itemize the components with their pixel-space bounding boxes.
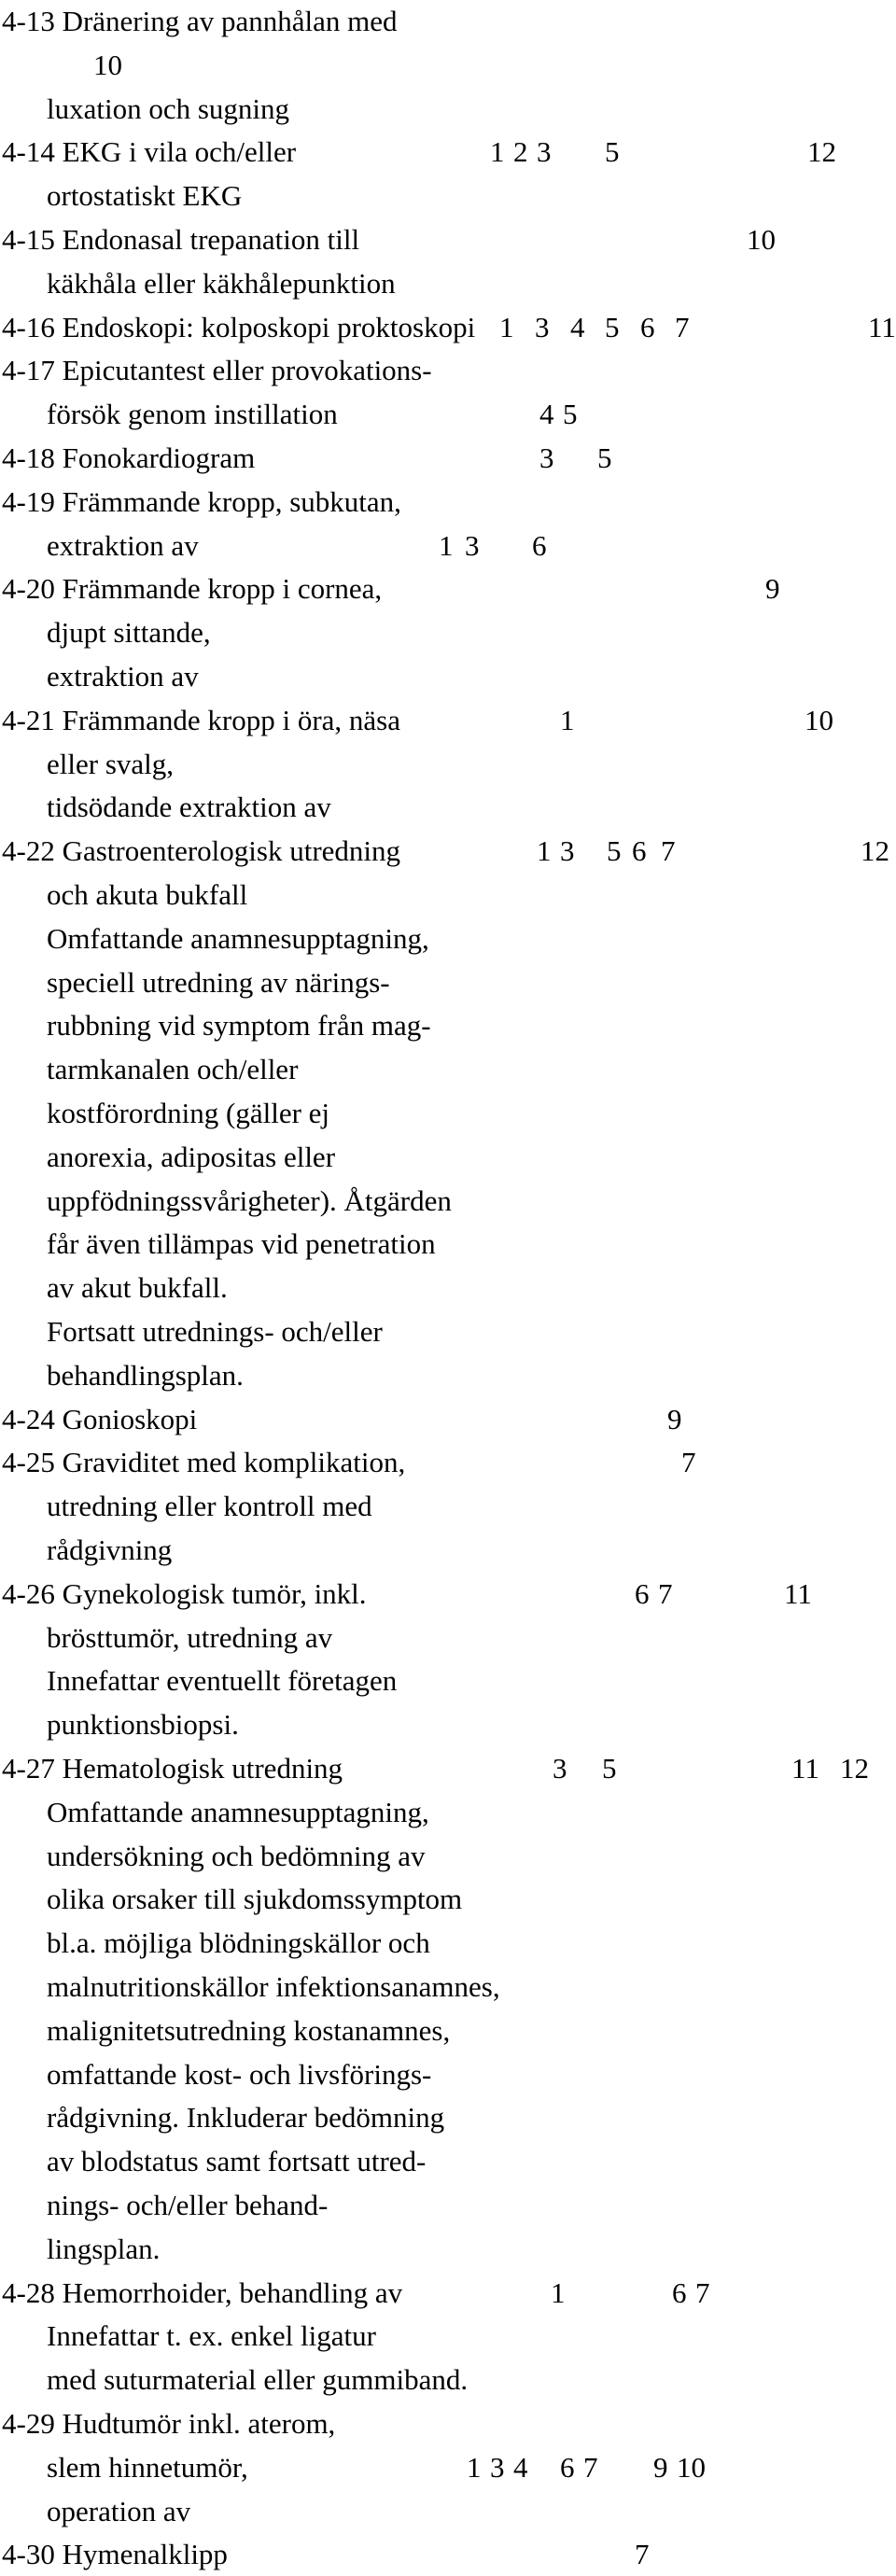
entry-text: Omfattande anamnesupptagning,	[47, 921, 429, 955]
entry-line-4-22	[0, 830, 896, 873]
entry-title: 4-19 Främmande kropp, subkutan,	[2, 484, 401, 518]
entry-title: 4-28 Hemorrhoider, behandling av	[2, 2275, 403, 2309]
code-column-11: 11	[791, 1752, 819, 1785]
entry-title: 4-16 Endoskopi: kolposkopi proktoskopi	[2, 310, 476, 343]
entry-title: 4-30 Hymenalklipp	[2, 2538, 228, 2571]
entry-line-4-30	[0, 2533, 896, 2576]
code-column-7: 7	[681, 1446, 696, 1479]
entry-continuation-line	[0, 2009, 896, 2052]
entry-continuation-line	[0, 525, 896, 567]
code-columns	[0, 437, 896, 480]
code-column-12: 12	[840, 1752, 869, 1785]
entry-line-4-27	[0, 1747, 896, 1790]
entry-title: 4-29 Hudtumör inkl. aterom,	[2, 2407, 336, 2440]
code-column-1: 1	[439, 528, 454, 562]
code-column-11: 11	[868, 310, 896, 343]
entry-continuation-line	[0, 1703, 896, 1746]
code-column-1: 1	[467, 2450, 482, 2484]
entry-continuation-line	[0, 2446, 896, 2489]
entry-continuation-line	[0, 393, 896, 436]
entry-continuation-line	[0, 1136, 896, 1179]
code-column-1: 1	[490, 135, 505, 169]
entry-title: 4-25 Graviditet med komplikation,	[2, 1446, 406, 1479]
entry-continuation-line	[0, 2184, 896, 2227]
code-column-7: 7	[695, 2275, 710, 2309]
code-columns	[0, 2533, 896, 2576]
code-column-2: 2	[513, 135, 528, 169]
entry-title: 4-20 Främmande kropp i cornea,	[2, 572, 383, 606]
code-column-3: 3	[553, 1752, 567, 1785]
code-column-6: 6	[672, 2275, 687, 2309]
code-column-7: 7	[661, 834, 676, 868]
code-column-7: 7	[635, 2538, 650, 2571]
code-column-6: 6	[635, 1576, 650, 1610]
code-column-1: 1	[537, 834, 552, 868]
code-columns	[0, 699, 896, 742]
code-column-1: 1	[551, 2275, 566, 2309]
entry-text: slem hinnetumör,	[47, 2450, 248, 2484]
code-columns	[0, 1573, 896, 1616]
entry-text: rådgivning. Inkluderar bedömning	[47, 2101, 445, 2135]
entry-continuation-line	[0, 1267, 896, 1309]
entry-continuation-line	[0, 917, 896, 960]
code-column-7: 7	[675, 310, 690, 343]
entry-continuation-line	[0, 786, 896, 829]
entry-continuation-line	[0, 1529, 896, 1572]
code-column-7: 7	[583, 2450, 598, 2484]
code-column-5: 5	[563, 398, 578, 431]
entry-text: brösttumör, utredning av	[47, 1620, 333, 1654]
entry-line-4-24	[0, 1398, 896, 1441]
entry-line-4-20	[0, 567, 896, 610]
entry-text: uppfödningssvårigheter). Åtgärden	[47, 1183, 452, 1217]
code-column-1: 1	[560, 703, 575, 736]
code-columns	[0, 1441, 896, 1484]
entry-line-4-14	[0, 131, 896, 174]
entry-continuation-line	[0, 743, 896, 786]
entry-text: av blodstatus samt fortsatt utred-	[47, 2145, 427, 2178]
code-column-7: 7	[658, 1576, 673, 1610]
entry-line-4-18	[0, 437, 896, 480]
entry-continuation-line	[0, 1791, 896, 1834]
entry-continuation-line	[0, 1878, 896, 1921]
entry-text: djupt sittande,	[47, 616, 211, 650]
entry-text: av akut bukfall.	[47, 1271, 228, 1305]
entry-text: käkhåla eller käkhålepunktion	[47, 266, 396, 300]
code-columns	[0, 1398, 896, 1441]
code-column-9: 9	[653, 2450, 668, 2484]
entry-title: 4-15 Endonasal trepanation till	[2, 223, 360, 256]
code-columns	[0, 44, 896, 87]
code-columns	[0, 2272, 896, 2315]
entry-text: utredning eller kontroll med	[47, 1490, 372, 1523]
code-column-11: 11	[784, 1576, 812, 1610]
entry-continuation-line	[0, 1966, 896, 2009]
entry-line-4-25	[0, 1441, 896, 1484]
code-column-6: 6	[640, 310, 655, 343]
code-column-3: 3	[539, 441, 554, 474]
entry-text: extraktion av	[47, 660, 199, 693]
entry-continuation-line	[0, 1180, 896, 1223]
code-columns	[0, 525, 896, 567]
entry-continuation-line	[0, 1223, 896, 1266]
entry-title: 4-21 Främmande kropp i öra, näsa	[2, 703, 400, 736]
entry-title: 4-18 Fonokardiogram	[2, 441, 256, 474]
entry-title: 4-14 EKG i vila och/eller	[2, 135, 297, 169]
entry-line-4-19	[0, 481, 896, 524]
entry-text: punktionsbiopsi.	[47, 1708, 239, 1742]
code-column-6: 6	[532, 528, 547, 562]
entry-title: 4-26 Gynekologisk tumör, inkl.	[2, 1576, 367, 1610]
entry-text: speciell utredning av närings-	[47, 965, 390, 999]
entry-continuation-line	[0, 1092, 896, 1135]
entry-text: operation av	[47, 2494, 191, 2527]
entry-continuation-line	[0, 2490, 896, 2533]
entry-text: eller svalg,	[47, 747, 175, 780]
entry-continuation-line	[0, 2053, 896, 2096]
entry-continuation-line	[0, 874, 896, 917]
code-column-4: 4	[570, 310, 585, 343]
code-columns	[0, 218, 896, 261]
entry-title: 4-17 Epicutantest eller provokations-	[2, 354, 432, 387]
entry-continuation-line	[0, 1048, 896, 1091]
entry-text: försök genom instillation	[47, 398, 338, 431]
entry-text: tidsödande extraktion av	[47, 791, 331, 824]
entry-line-4-29	[0, 2402, 896, 2445]
code-columns	[0, 2446, 896, 2489]
code-column-5: 5	[607, 834, 622, 868]
code-columns	[0, 1747, 896, 1790]
entry-text: Omfattande anamnesupptagning,	[47, 1795, 429, 1828]
entry-title: 4-24 Gonioskopi	[2, 1402, 198, 1435]
entry-text: malnutritionskällor infektionsanamnes,	[47, 1970, 500, 2003]
entry-text: Innefattar eventuellt företagen	[47, 1664, 398, 1698]
entry-continuation-line	[0, 1659, 896, 1702]
entry-continuation-line	[0, 1004, 896, 1047]
code-columns	[0, 306, 896, 349]
entry-text: malignitetsutredning kostanamnes,	[47, 2013, 451, 2047]
code-columns	[0, 567, 896, 610]
code-column-3: 3	[465, 528, 480, 562]
code-column-5: 5	[605, 310, 620, 343]
code-column-1: 1	[499, 310, 514, 343]
code-column-6: 6	[560, 2450, 575, 2484]
code-column-9: 9	[667, 1402, 682, 1435]
code-column-4: 4	[539, 398, 554, 431]
entry-continuation-line	[0, 1922, 896, 1965]
code-column-3: 3	[490, 2450, 505, 2484]
entry-text: bl.a. möjliga blödningskällor och	[47, 1926, 430, 1960]
entry-text: rådgivning	[47, 1533, 173, 1566]
entry-continuation-line	[0, 1835, 896, 1878]
entry-text: och akuta bukfall	[47, 878, 248, 911]
entry-text: behandlingsplan.	[47, 1358, 244, 1392]
entry-continuation-line	[0, 2096, 896, 2139]
code-column-10: 10	[677, 2450, 706, 2484]
code-column-10: 10	[93, 48, 122, 81]
entry-title: 4-27 Hematologisk utredning	[2, 1752, 343, 1785]
entry-continuation-line	[0, 655, 896, 698]
entry-continuation-line	[0, 1354, 896, 1397]
entry-text: tarmkanalen och/eller	[47, 1053, 299, 1086]
entry-text: lingsplan.	[47, 2232, 161, 2265]
entry-continuation-line	[0, 1485, 896, 1528]
entry-continuation-line	[0, 1617, 896, 1659]
entry-continuation-line	[0, 2140, 896, 2183]
entry-continuation-line	[0, 2315, 896, 2358]
entry-text: luxation och sugning	[47, 91, 290, 125]
code-column-5: 5	[597, 441, 612, 474]
entry-text: nings- och/eller behand-	[47, 2189, 329, 2221]
entry-continuation-line	[0, 262, 896, 305]
entry-text: kostförordning (gäller ej	[47, 1097, 330, 1129]
entry-continuation-line	[0, 44, 896, 87]
entry-line-4-16	[0, 306, 896, 349]
entry-text: får även tillämpas vid penetration	[47, 1227, 436, 1261]
entry-line-4-28	[0, 2272, 896, 2315]
entry-text: undersökning och bedömning av	[47, 1839, 426, 1872]
entry-line-4-26	[0, 1573, 896, 1616]
entry-line-4-17	[0, 349, 896, 392]
entry-text: med suturmaterial eller gummiband.	[47, 2363, 469, 2397]
code-column-10: 10	[747, 223, 776, 256]
entry-continuation-line	[0, 88, 896, 131]
entry-continuation-line	[0, 611, 896, 654]
entry-text: ortostatiskt EKG	[47, 179, 243, 213]
code-column-5: 5	[602, 1752, 617, 1785]
code-column-5: 5	[605, 135, 620, 169]
code-columns	[0, 393, 896, 436]
code-column-3: 3	[560, 834, 575, 868]
code-column-4: 4	[513, 2450, 528, 2484]
entry-text: rubbning vid symptom från mag-	[47, 1009, 431, 1043]
entry-line-4-15	[0, 218, 896, 261]
entry-line-4-21	[0, 699, 896, 742]
entry-text: omfattande kost- och livsförings-	[47, 2057, 432, 2091]
entry-continuation-line	[0, 1310, 896, 1353]
entry-continuation-line	[0, 2228, 896, 2271]
code-column-9: 9	[765, 572, 780, 606]
code-columns	[0, 131, 896, 174]
code-column-12: 12	[807, 135, 836, 169]
code-column-3: 3	[535, 310, 550, 343]
code-column-10: 10	[805, 703, 833, 736]
entry-text: Innefattar t. ex. enkel ligatur	[47, 2319, 376, 2353]
code-columns	[0, 830, 896, 873]
entry-text: anorexia, adipositas eller	[47, 1140, 336, 1173]
entry-continuation-line	[0, 961, 896, 1004]
entry-continuation-line	[0, 175, 896, 217]
entry-text: Fortsatt utrednings- och/eller	[47, 1315, 383, 1348]
code-column-3: 3	[537, 135, 552, 169]
entry-continuation-line	[0, 2359, 896, 2401]
entry-text: olika orsaker till sjukdomssymptom	[47, 1883, 463, 1916]
entry-line-4-13	[0, 0, 896, 43]
code-column-6: 6	[632, 834, 647, 868]
entry-title: 4-22 Gastroenterologisk utredning	[2, 834, 401, 868]
entry-text: extraktion av	[47, 528, 199, 562]
entry-title: 4-13 Dränering av pannhålan med	[2, 5, 398, 37]
code-column-12: 12	[861, 834, 889, 868]
